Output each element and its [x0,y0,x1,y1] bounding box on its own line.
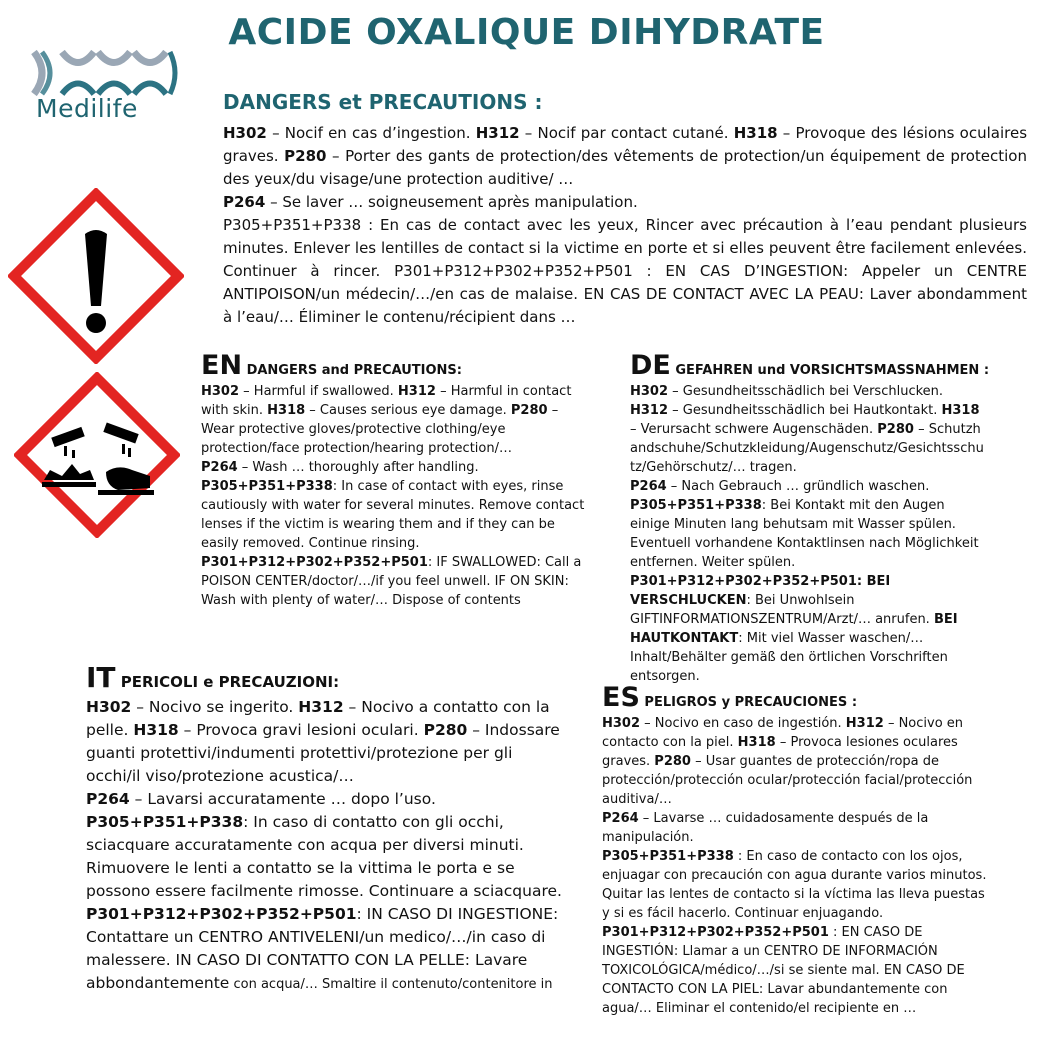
es-hazard-paragraph [602,714,988,809]
en-p301-paragraph [201,553,585,610]
de-p264-paragraph [630,477,985,496]
h318-code: H318 [267,403,306,418]
p280-text: – Porter des gants de protection/des vêtements de protection/un équipement de protection des yeux/du visage/une protection auditive/ … [223,147,1027,188]
de-p305-paragraph [630,496,985,572]
p301-text: : EN CASO DE INGESTIÓN: Llamar a un CENTRO DE INFORMACIÓN TOXICOLÓGICA/médico/…/si se siente mal. EN CASO DE CONTACTO CON LA PIEL: Lavar abundantemente con agua/… Eliminar el contenido/el recipiente en … [602,925,965,1016]
medilife-logo [28,48,183,128]
p264-code: P264 [86,790,130,808]
h302-code: H302 [86,698,132,716]
es-p301-paragraph [602,923,988,1018]
h318-code: H318 [733,124,778,142]
p301-code: P301+P312+P302+P352+P501 [86,905,357,923]
p264-code: P264 [630,479,667,494]
h312-text: – Nocif par contact cutané. [519,124,734,142]
h302-code: H302 [602,716,641,731]
p280-code: P280 [654,754,691,769]
p305-code: P305+P351+P338 [630,498,762,513]
p264-text: – Nach Gebrauch … gründlich waschen. [666,479,930,494]
p301-text: : IF SWALLOWED: Call a POISON CENTER/doctor/…/if you feel unwell. IF ON SKIN: Wash with plenty of water/… Dispose of contents [201,555,582,608]
p305-text: : Bei Kontakt mit den Augen einige Minuten lang behutsam mit Wasser spülen. Eventuell vorhandene Kontaktlinsen nach Möglichkeit entfernen. Weiter spülen. [630,498,979,570]
logo-text: Medilife [36,94,138,123]
h312-code: H312 [475,124,520,142]
h318-code: H318 [941,403,980,418]
p305-code: P305+P351+P338 [86,813,244,831]
dna-logo-icon [28,48,183,98]
h312-code: H312 [298,698,344,716]
es-code: ES [602,682,640,713]
de-section [630,350,990,686]
p280-text: – Wear protective gloves/protective clothing/eye protection/face protection/hearing protection/… [201,403,559,456]
h302-code: H302 [223,124,267,142]
p301-skin-label: BEI HAUTKONTAKT [630,612,958,646]
fr-section-heading: DANGERS et PRECAUTIONS : [223,90,543,114]
en-p264-paragraph [201,458,585,477]
h318-code: H318 [133,721,179,739]
en-section [201,350,585,610]
p264-code: P264 [223,193,266,211]
p280-code: P280 [510,403,548,418]
p280-text: – Usar guantes de protección/ropa de protección/protección ocular/protección facial/protección auditiva/… [602,754,973,807]
p264-code: P264 [602,811,639,826]
it-p305-paragraph [86,811,564,903]
p280-code: P280 [423,721,468,739]
p301-text: : Bei Unwohlsein GIFTINFORMATIONSZENTRUM/Arzt/… anrufen. [630,593,934,627]
p264-code: P264 [201,460,238,475]
p264-text: – Lavarsi accuratamente … dopo l’uso. [129,790,436,808]
p305-code: P305+P351+P338 [602,849,734,864]
es-section [602,682,988,1018]
h312-text: – Harmful in contact with skin. [201,384,572,418]
exclamation-mark-icon [8,188,184,364]
p301-code: P301+P312+P302+P352+P501 [602,925,829,940]
en-code: EN [201,350,243,381]
p264-text: – Se laver … soigneusement après manipulation. [265,193,638,211]
p280-code: P280 [877,422,914,437]
h312-code: H312 [397,384,436,399]
p301-text-small: con acqua/… Smaltire il contenuto/contenitore in [229,977,553,992]
fr-p305-paragraph: P305+P351+P338 : En cas de contact avec les yeux, Rincer avec précaution à l’eau pendant plusieurs minutes. Enlever les lentilles de contact si la victime en porte et si elles peuvent être facilement enlevées. Continuer à rincer. P301+P312+P302+P352+P501 : EN CAS D’INGESTION: Appeler un CENTRE ANTIPOISON/un médecin/…/en cas de malaise. EN CAS DE CONTACT AVEC LA PEAU: Laver abondamment à l’eau/… Éliminer le contenu/récipient dans … [223,216,1027,326]
p280-text: – Schutzhandschuhe/Schutzkleidung/Augenschutz/Gesichtsschutz/Gehörschutz/… tragen. [630,422,984,475]
it-p264-paragraph [86,788,564,811]
es-heading [602,682,988,713]
page-title: ACIDE OXALIQUE DIHYDRATE [228,12,825,53]
corrosion-icon [14,372,180,538]
p305-text: : In case of contact with eyes, rinse cautiously with water for several minutes. Remove contact lenses if the victim is wearing them and if they can be easily removed. Continue rinsing. [201,479,585,551]
p301-code: P301+P312+P302+P352+P501 [201,555,428,570]
es-p264-paragraph [602,809,988,847]
p301-separator: : [856,574,867,589]
h312-code: H312 [845,716,884,731]
it-code: IT [86,661,116,694]
de-code: DE [630,350,671,381]
it-heading-text: PERICOLI e PRECAUZIONI: [115,673,340,691]
de-heading [630,350,990,381]
en-hazard-paragraph [201,382,585,458]
it-section [86,661,564,996]
h312-text: – Nocivo a contatto con la pelle. [86,698,550,739]
de-heading-text: GEFAHREN und VORSICHTSMASSNAHMEN : [670,363,990,378]
p305-text: : En caso de contacto con los ojos, enjuagar con precaución con agua durante varios minutos. Quitar las lentes de contacto si la víctima las lleva puestas y si es fácil hacerlo. Continuar enjuagando. [602,849,987,921]
h302-code: H302 [201,384,240,399]
p264-text: – Wash … thoroughly after handling. [237,460,479,475]
h302-text: – Harmful if swallowed. [239,384,398,399]
h302-code: H302 [630,384,669,399]
it-p301-paragraph [86,903,564,996]
en-p305-paragraph [201,477,585,553]
de-p301-paragraph [630,572,985,686]
h318-text: – Causes serious eye damage. [305,403,511,418]
h318-text: – Provoque des lésions oculaires graves. [223,124,1028,165]
h312-text: – Nocivo en contacto con la piel. [602,716,964,750]
p305-text: : In caso di contatto con gli occhi, sciacquare accuratamente con acqua per diversi minuti. Rimuovere le lenti a contatto se la vittima le porta e se possono essere facilmente rimosse. Continuare a sciacquare. [86,813,562,900]
h318-text: – Verursacht schwere Augenschäden. [630,422,878,437]
h318-code: H318 [737,735,776,750]
p301-code: P301+P312+P302+P352+P501 [630,574,857,589]
en-heading [201,350,585,381]
p301-ingestion-label: BEI VERSCHLUCKEN [630,574,891,608]
p305-code: P305+P351+P338 [201,479,333,494]
h302-text: – Nocivo se ingerito. [131,698,299,716]
p264-text: – Lavarse … cuidadosamente después de la manipulación. [602,811,929,845]
h318-text: – Provoca gravi lesioni oculari. [178,721,424,739]
h318-text: – Provoca lesiones oculares graves. [602,735,958,769]
p280-text: – Indossare guanti protettivi/indumenti protettivi/protezione per gli occhi/il viso/protezione acustica/… [86,721,560,785]
es-p305-paragraph [602,847,988,923]
fr-section-body [223,122,1027,329]
h312-text: – Gesundheitsschädlich bei Hautkontakt. [668,403,942,418]
h312-code: H312 [630,403,669,418]
it-heading [86,661,564,694]
it-hazard-paragraph [86,696,564,788]
de-hazard-paragraph [630,382,985,477]
fr-hazard-paragraph [223,122,1027,191]
fr-p264-paragraph [223,191,1027,214]
h302-text: – Gesundheitsschädlich bei Verschlucken. [668,384,944,399]
p301-text-2: : Mit viel Wasser waschen/… Inhalt/Behälter gemäß den örtlichen Vorschriften entsorgen. [630,631,948,684]
p301-text: : IN CASO DI INGESTIONE: Contattare un CENTRO ANTIVELENI/un medico/…/in caso di malessere. IN CASO DI CONTATTO CON LA PELLE: Lavare abbondantemente [86,905,559,992]
p280-code: P280 [284,147,327,165]
h302-text: – Nocivo en caso de ingestión. [640,716,846,731]
es-heading-text: PELIGROS y PRECAUCIONES : [639,695,858,710]
h302-text: – Nocif en cas d’ingestion. [266,124,476,142]
en-heading-text: DANGERS and PRECAUTIONS: [242,363,462,378]
